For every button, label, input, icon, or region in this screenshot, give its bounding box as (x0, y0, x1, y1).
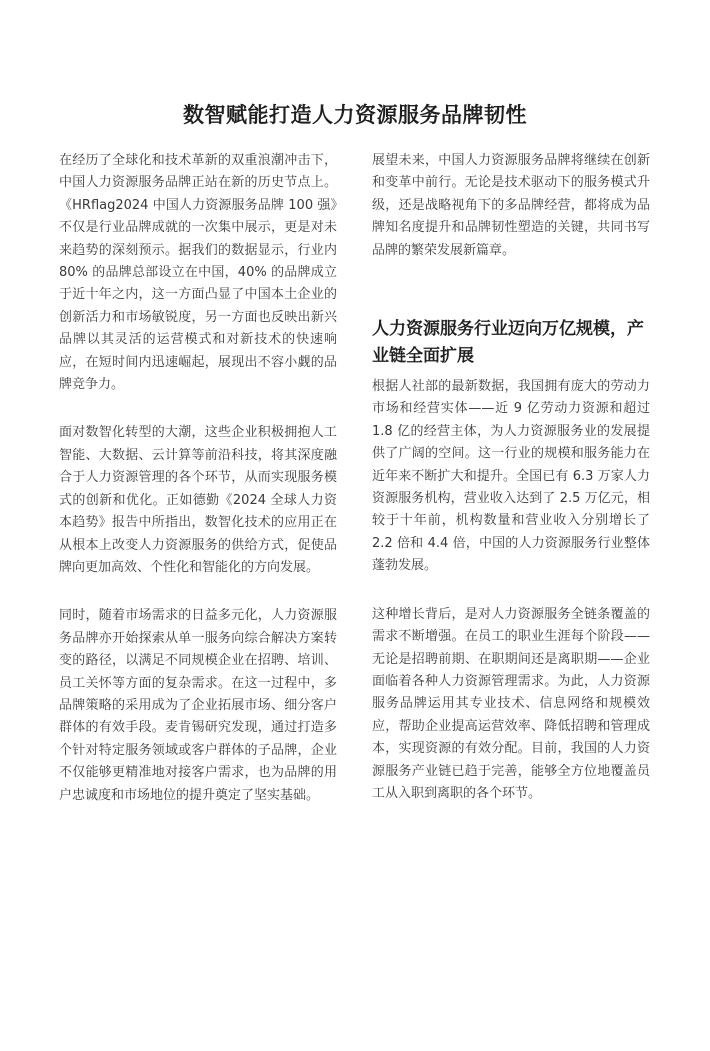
page-title: 数智赋能打造人力资源服务品牌韧性 (183, 103, 527, 127)
body-paragraph: 在经历了全球化和技术革新的双重浪潮冲击下，中国人力资源服务品牌正站在新的历史节点上。《HRflag2024 中国人力资源服务品牌 100 强》不仅是行业品牌成就的一次集中展示，更是对未来趋势的深刻预示。据我们的数据显示，行业内 80% 的品牌总部设立在中国，40% 的品牌成立于近十年之内，这一方面凸显了中国本土企业的创新活力和市场敏锐度，另一方面也反映出新兴品牌以其灵活的运营模式和对新技术的快速响应，在短时间内迅速崛起，展现出不容小觑的品牌竞争力。 (59, 153, 337, 393)
right-column (372, 150, 650, 831)
body-paragraph: 这种增长背后，是对人力资源服务全链条覆盖的需求不断增强。在员工的职业生涯每个阶段——无论是招聘前期、在职期间还是离职期——企业面临着各种人力资源管理需求。为此，人力资源服务品牌运用其专业技术、信息网络和规模效应，帮助企业提高运营效率、降低招聘和管理成本，实现资源的有效分配。目前，我国的人力资源服务产业链已趋于完善，能够全方位地覆盖员工从入职到离职的各个环节。 (372, 606, 650, 801)
body-paragraph: 根据人社部的最新数据，我国拥有庞大的劳动力市场和经营实体——近 9 亿劳动力资源和超过 1.8 亿的经营主体，为人力资源服务业的发展提供了广阔的空间。这一行业的规模和服务能力在近年来不断扩大和提升。全国已有 6.3 万家人力资源服务机构，营业收入达到了 2.5 万亿元，相较于十年前，机构数量和营业收入分别增长了 2.2 倍和 4.4 倍，中国的人力资源服务行业整体蓬勃发展。 (372, 379, 650, 574)
body-paragraph: 同时，随着市场需求的日益多元化，人力资源服务品牌亦开始探索从单一服务向综合解决方案转变的路径，以满足不同规模企业在招聘、培训、员工关怀等方面的复杂需求。在这一过程中，多品牌策略的采用成为了企业拓展市场、细分客户群体的有效手段。麦肯锡研究发现，通过打造多个针对特定服务领域或客户群体的子品牌，企业不仅能够更精准地对接客户需求，也为品牌的用户忠诚度和市场地位的提升奠定了坚实基础。 (59, 608, 337, 803)
left-column (59, 150, 337, 833)
section-heading: 人力资源服务行业迈向万亿规模，产业链全面扩展 (372, 319, 644, 367)
intro-paragraph: 展望未来，中国人力资源服务品牌将继续在创新和变革中前行。无论是技术驱动下的服务模式升级，还是战略视角下的多品牌经营，都将成为品牌知名度提升和品牌韧性塑造的关键，共同书写品牌的繁荣发展新篇章。 (372, 153, 650, 258)
body-paragraph: 面对数智化转型的大潮，这些企业积极拥抱人工智能、大数据、云计算等前沿科技，将其深度融合于人力资源管理的各个环节，从而实现服务模式的创新和优化。正如德勤《2024 全球人力资本趋势》报告中所指出，数智化技术的应用正在从根本上改变人力资源服务的供给方式，促使品牌向更加高效、个性化和智能化的方向发展。 (59, 425, 337, 575)
